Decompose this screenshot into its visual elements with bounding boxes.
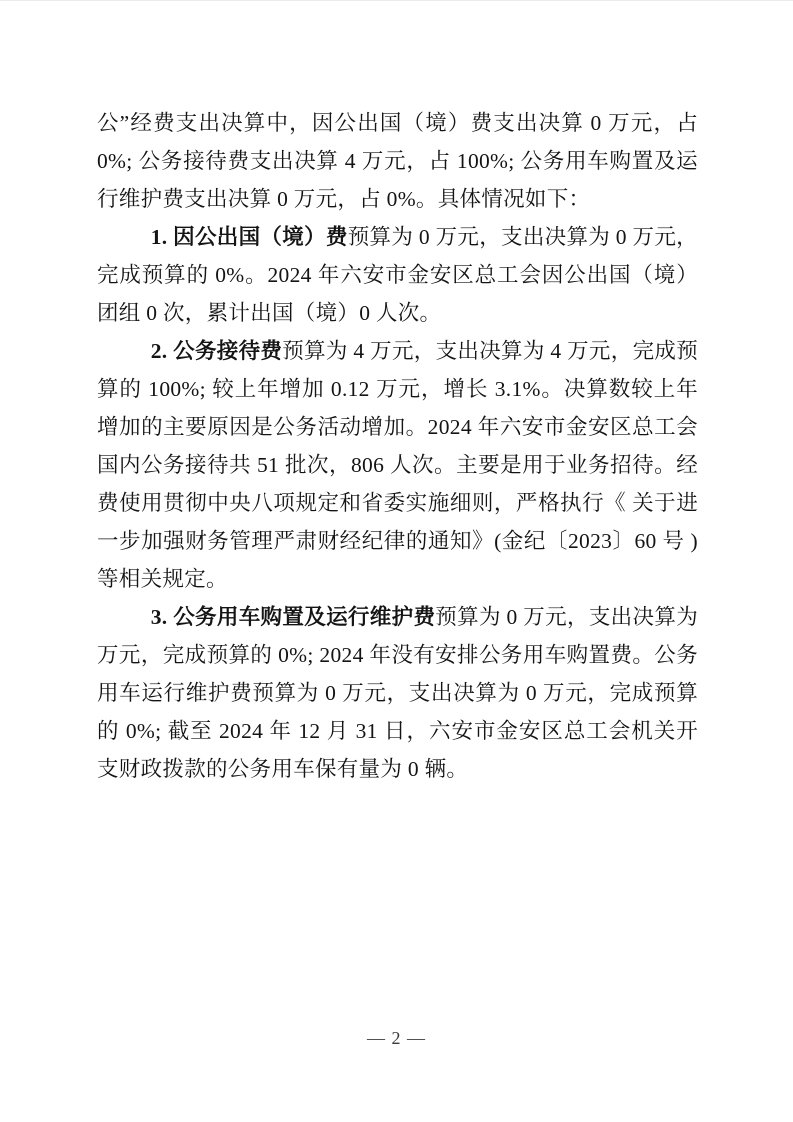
section-3-heading: 3. 公务用车购置及运行维护费 xyxy=(150,605,436,629)
paragraph-overview-text: 公”经费支出决算中，因公出国（境）费支出决算 0 万元，占 0%; 公务接待费支出决算 4 万元，占 100%; 公务用车购置及运行维护费支出决算 0 万元，占 0%。具体情况如下： xyxy=(97,111,698,211)
section-2-heading: 2. 公务接待费 xyxy=(150,339,283,363)
section-1-text: 预算为 0 万元，支出决算为 0 万元，完成预算的 0%。2024 年六安市金安区总工会因公出国（境）团组 0 次，累计出国（境）0 人次。 xyxy=(97,225,698,325)
document-body xyxy=(97,104,698,788)
section-3-text: 预算为 0 万元，支出决算为 万元，完成预算的 0%; 2024 年没有安排公务用车购置费。公务用车运行维护费预算为 0 万元，支出决算为 0 万元，完成预算的 0%; 截至 2024 年 12 月 31 日，六安市金安区总工会机关开支财政拨款的公务用车保有量为 0 辆。 xyxy=(97,605,698,781)
paragraph-section-3 xyxy=(97,598,698,788)
page-footer xyxy=(0,1027,793,1049)
section-2-text: 预算为 4 万元，支出决算为 4 万元，完成预算的 100%; 较上年增加 0.12 万元，增长 3.1%。决算数较上年增加的主要原因是公务活动增加。2024 年六安市金安区总工会国内公务接待共 51 批次，806 人次。主要是用于业务招待。经费使用贯彻中央八项规定和省委实施细则，严格执行《 关于进一步加强财务管理严肃财经纪律的通知》(金纪〔2023〕60 号 )等相关规定。 xyxy=(97,339,699,591)
paragraph-section-1 xyxy=(97,218,698,332)
page-number: — 2 — xyxy=(367,1028,426,1048)
paragraph-overview xyxy=(97,104,698,218)
section-1-heading: 1. 因公出国（境）费 xyxy=(150,225,348,249)
paragraph-section-2 xyxy=(97,332,698,598)
